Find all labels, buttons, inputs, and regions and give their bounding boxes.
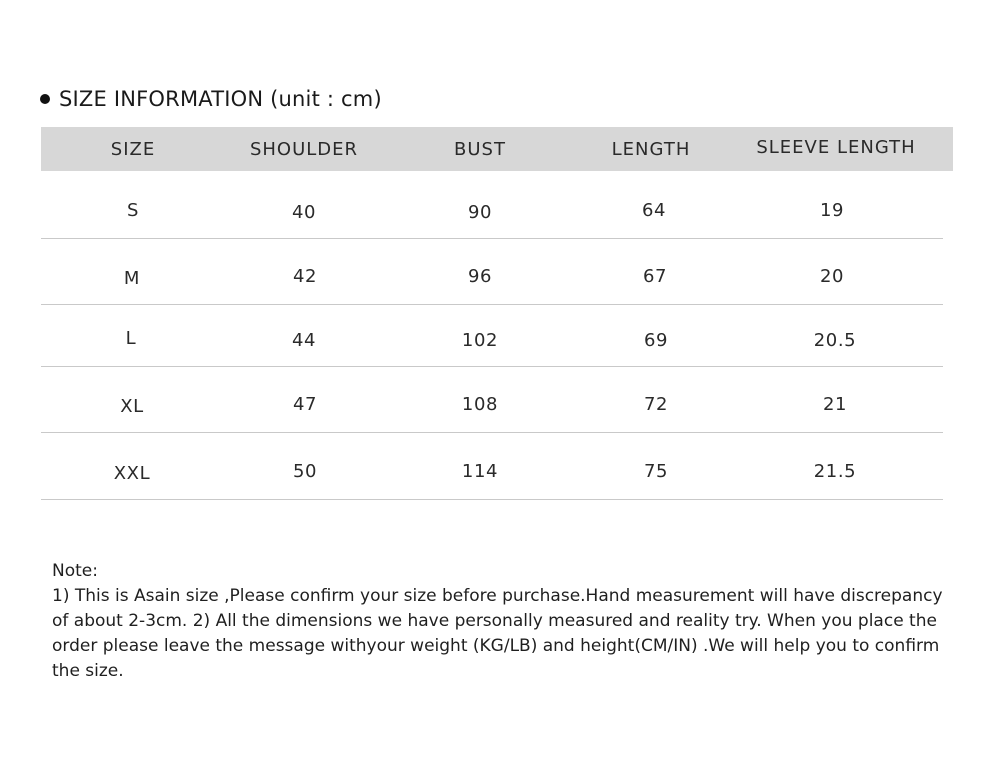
note-body: 1) This is Asain size ,Please confirm your size before purchase.Hand measurement will have discrepancy of about 2-3cm. 2) All the dimensions we have personally measured and reality try. When you place the order please leave the message withyour weight (KG/LB) and height(CM/IN) .We will help you to confirm the size. bbox=[52, 586, 943, 681]
cell-size: L bbox=[125, 328, 137, 349]
note-title: Note: bbox=[52, 561, 98, 581]
cell-sleeve: 20 bbox=[819, 266, 845, 287]
cell-length: 69 bbox=[643, 330, 669, 351]
header-size: SIZE bbox=[110, 139, 156, 160]
header-length: LENGTH bbox=[611, 139, 691, 160]
cell-bust: 108 bbox=[461, 394, 499, 415]
table-row bbox=[41, 433, 943, 500]
cell-bust: 96 bbox=[467, 266, 493, 287]
bullet-icon bbox=[40, 94, 50, 104]
cell-sleeve: 21 bbox=[822, 394, 848, 415]
table-row bbox=[41, 171, 943, 239]
size-note bbox=[52, 559, 947, 684]
cell-shoulder: 50 bbox=[292, 461, 318, 482]
table-row bbox=[41, 305, 943, 367]
section-title: SIZE INFORMATION (unit : cm) bbox=[59, 87, 382, 111]
cell-size: XL bbox=[120, 396, 144, 417]
header-bust: BUST bbox=[454, 139, 506, 160]
header-sleeve-length: SLEEVE LENGTH bbox=[756, 137, 916, 158]
cell-sleeve: 21.5 bbox=[813, 461, 857, 482]
cell-bust: 90 bbox=[467, 202, 493, 223]
size-table bbox=[41, 127, 953, 484]
table-header-row bbox=[41, 127, 953, 171]
cell-length: 75 bbox=[643, 461, 669, 482]
cell-sleeve: 19 bbox=[819, 200, 845, 221]
cell-shoulder: 44 bbox=[291, 330, 317, 351]
cell-size: M bbox=[123, 268, 141, 289]
cell-size: XXL bbox=[113, 463, 151, 484]
header-shoulder: SHOULDER bbox=[249, 139, 359, 160]
cell-bust: 114 bbox=[461, 461, 499, 482]
cell-length: 64 bbox=[641, 200, 667, 221]
table-row bbox=[41, 367, 943, 433]
cell-shoulder: 42 bbox=[292, 266, 318, 287]
cell-shoulder: 40 bbox=[291, 202, 317, 223]
cell-length: 72 bbox=[643, 394, 669, 415]
cell-length: 67 bbox=[642, 266, 668, 287]
section-header bbox=[40, 84, 382, 114]
cell-shoulder: 47 bbox=[292, 394, 318, 415]
table-row bbox=[41, 239, 943, 305]
cell-bust: 102 bbox=[461, 330, 499, 351]
cell-size: S bbox=[126, 200, 140, 221]
cell-sleeve: 20.5 bbox=[813, 330, 857, 351]
